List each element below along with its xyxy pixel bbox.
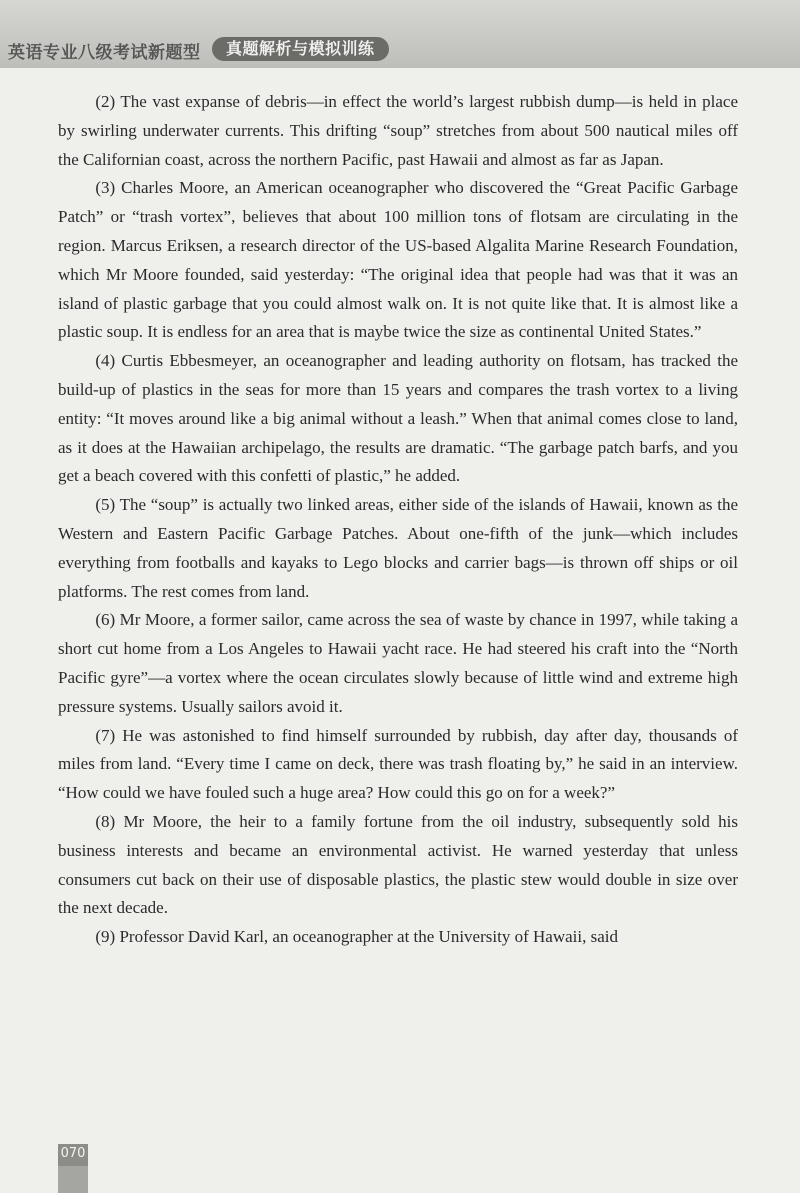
paragraph-5: (5) The “soup” is actually two linked areas, either side of the islands of Hawaii, known as the Western and Eastern Pacific Garbage Patches. About one-fifth of the junk—which includes everything from footballs and kayaks to Lego blocks and carrier bags—is thrown off ships or oil platforms. The rest comes from land. bbox=[58, 495, 738, 601]
paragraph-4: (4) Curtis Ebbesmeyer, an oceanographer and leading authority on flotsam, has tracked the build-up of plastics in the seas for more than 15 years and compares the trash vortex to a living entity: “It moves around like a big animal without a leash.” When that animal comes close to land, as it does at the Hawaiian archipelago, the results are dramatic. “The garbage patch barfs, and you get a beach covered with this confetti of plastic,” he added. bbox=[58, 351, 738, 486]
book-subtitle-badge: 真题解析与模拟训练 bbox=[212, 37, 389, 61]
book-title: 英语专业八级考试新题型 bbox=[8, 43, 201, 63]
page-body bbox=[58, 88, 738, 952]
page-number-tab-lower bbox=[58, 1166, 88, 1193]
paragraph-8: (8) Mr Moore, the heir to a family fortune from the oil industry, subsequently sold his business interests and became an environmental activist. He warned yesterday that unless consumers cut back on their use of disposable plastics, the plastic stew would double in size over the next decade. bbox=[58, 811, 738, 918]
paragraph-7: (7) He was astonished to find himself surrounded by rubbish, day after day, thousands of miles from land. “Every time I came on deck, there was trash floating by,” he said in an interview. “How could we have fouled such a huge area? How could this go on for a week?” bbox=[58, 725, 738, 803]
paragraph-6: (6) Mr Moore, a former sailor, came across the sea of waste by chance in 1997, while taking a short cut home from a Los Angeles to Hawaii yacht race. He had steered his craft into the “North Pacific gyre”—a vortex where the ocean circulates slowly because of little wind and extreme high pressure systems. Usually sailors avoid it. bbox=[58, 610, 738, 716]
paragraph-9: (9) Professor David Karl, an oceanographer at the University of Hawaii, said bbox=[95, 927, 618, 947]
page-number: 070 bbox=[60, 1146, 86, 1161]
paragraph-2: (2) The vast expanse of debris—in effect the world’s largest rubbish dump—is held in place by swirling underwater currents. This drifting “soup” stretches from about 500 nautical miles off the Californian coast, across the northern Pacific, past Hawaii and almost as far as Japan. bbox=[58, 92, 738, 169]
paragraph-3: (3) Charles Moore, an American oceanographer who discovered the “Great Pacific Garbage Patch” or “trash vortex”, believes that about 100 million tons of flotsam are circulating in the region. Marcus Eriksen, a research director of the US-based Algalita Marine Research Foundation, which Mr Moore founded, said yesterday: “The original idea that people had was that it was an island of plastic garbage that you could almost walk on. It is not quite like that. It is almost like a plastic soup. It is endless for an area that is maybe twice the size as continental United States.” bbox=[58, 178, 738, 342]
